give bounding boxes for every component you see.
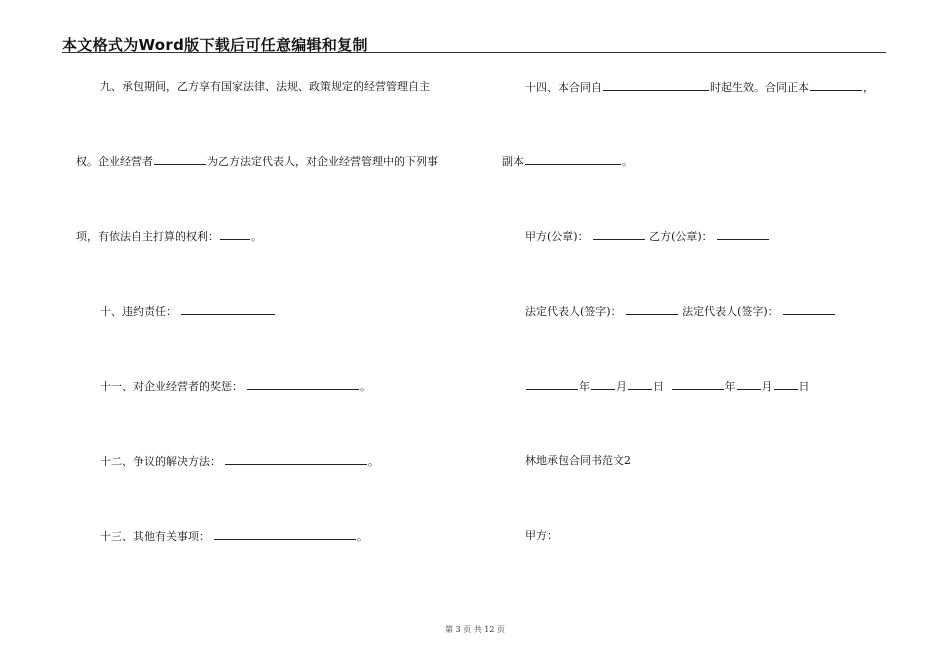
month-label: 月 xyxy=(616,380,627,393)
clause-9-text-a: 权。企业经营者 xyxy=(76,155,153,168)
party-b-rep-label: 法定代表人(签字)： xyxy=(682,305,779,318)
clause-14-text-a: 十四、本合同自 xyxy=(525,81,602,94)
blank-liability xyxy=(181,304,275,315)
clause-12-line xyxy=(100,454,379,469)
page-footer: 第 3 页 共 12 页 xyxy=(445,625,505,634)
clause-10-text: 十、违约责任： xyxy=(100,305,177,318)
copies-text: 副本 xyxy=(502,155,524,168)
clause-9-rights-text: 项，有依法自主打算的权利： xyxy=(76,230,219,243)
party-a-seal-label: 甲方(公章)： xyxy=(525,230,589,243)
sample-title: 林地承包合同书范文2 xyxy=(525,454,631,467)
year-label: 年 xyxy=(579,380,590,393)
blank-manager xyxy=(154,154,206,165)
blank-party-a-signature xyxy=(626,304,678,315)
blank-year-b xyxy=(672,379,724,390)
document-header-title: 本文格式为Word版下载后可任意编辑和复制 xyxy=(62,36,368,54)
blank-duplicate-copies xyxy=(525,154,621,165)
period-mark: 。 xyxy=(368,455,379,468)
blank-effective-date xyxy=(603,80,709,91)
day-label: 日 xyxy=(798,380,810,393)
comma-mark: ， xyxy=(863,81,874,94)
blank-dispute xyxy=(225,454,367,465)
blank-rewards xyxy=(247,379,359,390)
clause-14-line xyxy=(525,80,874,95)
party-b-seal-label: 乙方(公章)： xyxy=(649,230,713,243)
party-a-rep-label: 法定代表人(签字)： xyxy=(525,305,622,318)
year-label: 年 xyxy=(724,380,736,393)
period-mark: 。 xyxy=(251,230,262,243)
blank-day-a xyxy=(628,379,652,390)
blank-other-matters xyxy=(214,529,356,540)
period-mark: 。 xyxy=(357,530,368,543)
clause-14-text-b: 时起生效。合同正本 xyxy=(710,81,809,94)
clause-9-continuation xyxy=(76,154,438,169)
clause-9-text-b: 为乙方法定代表人，对企业经营管理中的下列事 xyxy=(207,155,438,168)
date-line xyxy=(525,379,810,394)
blank-rights xyxy=(220,229,250,240)
blank-party-b-signature xyxy=(783,304,835,315)
blank-party-a-seal xyxy=(593,229,645,240)
clause-12-text: 十二、争议的解决方法： xyxy=(100,455,221,468)
blank-month-a xyxy=(591,379,615,390)
month-label: 月 xyxy=(761,380,773,393)
period-mark: 。 xyxy=(360,380,371,393)
day-label: 日 xyxy=(653,380,664,393)
clause-9-rights-line xyxy=(76,229,262,244)
signature-line xyxy=(525,304,836,319)
clause-14-continuation xyxy=(502,154,633,169)
blank-original-copies xyxy=(810,80,862,91)
clause-11-line xyxy=(100,379,371,394)
period-mark: 。 xyxy=(622,155,633,168)
blank-day-b xyxy=(774,379,798,390)
blank-month-b xyxy=(737,379,761,390)
header-divider xyxy=(62,52,886,53)
blank-year-a xyxy=(526,379,578,390)
clause-9-line: 九、承包期间，乙方享有国家法律、法规、政策规定的经营管理自主 xyxy=(100,80,430,93)
clause-10-line xyxy=(100,304,276,319)
clause-13-text: 十三、其他有关事项： xyxy=(100,530,210,543)
party-a-label: 甲方： xyxy=(525,529,558,542)
seal-line xyxy=(525,229,770,244)
clause-11-text: 十一、对企业经营者的奖惩： xyxy=(100,380,243,393)
blank-party-b-seal xyxy=(717,229,769,240)
clause-13-line xyxy=(100,529,368,544)
